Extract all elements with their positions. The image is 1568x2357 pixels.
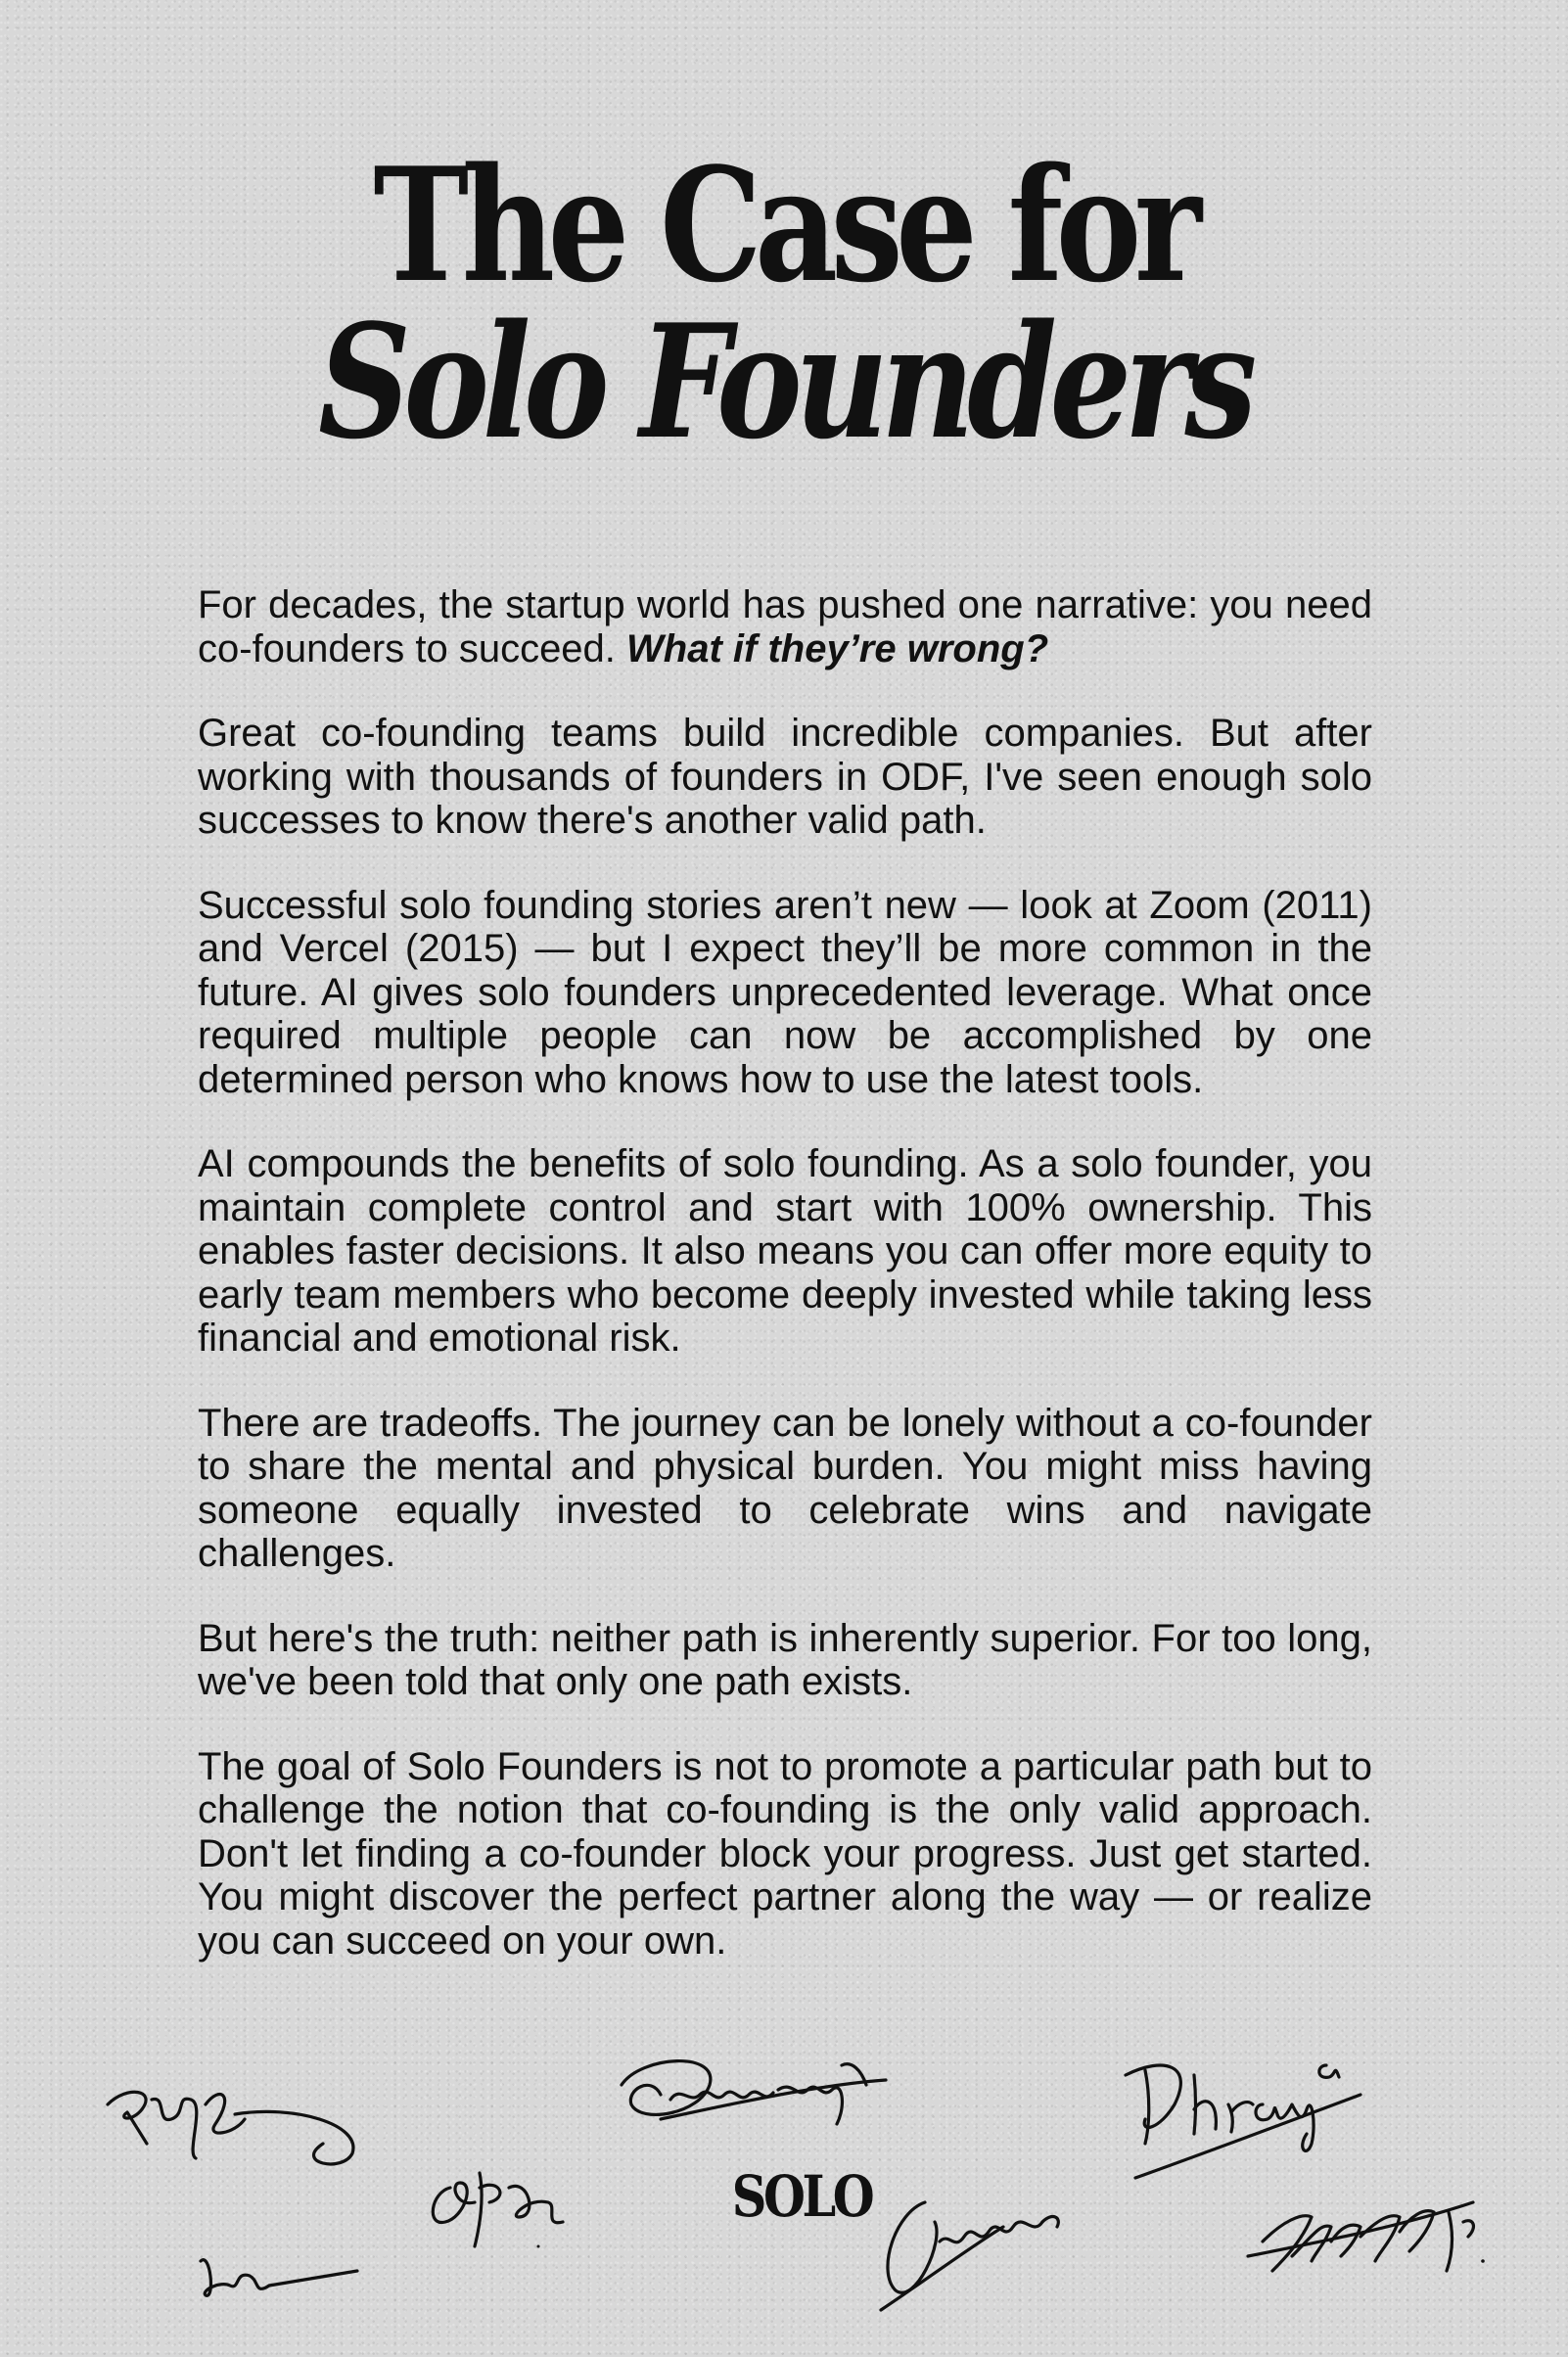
title-line-2: Solo Founders <box>318 290 1250 474</box>
paragraph-3: Successful solo founding stories aren’t new — look at Zoom (2011) and Vercel (2015) — but I expect they’ll be more common in the future. AI gives solo founders unprecedented leverage. What once required multiple people can now be accomplished by one determined person who knows how to use the latest tools. <box>198 883 1372 1101</box>
manifesto-body <box>198 583 1372 2004</box>
page-title <box>0 133 1568 474</box>
signature-4-icon <box>602 2046 896 2153</box>
solo-logo: SOLO <box>731 2163 872 2230</box>
paragraph-1-text: For decades, the startup world has pushed one narrative: you need co-founders to succeed. <box>198 583 1372 670</box>
signature-3-icon <box>421 2158 597 2256</box>
signature-1-icon <box>98 2065 372 2173</box>
paragraph-1 <box>198 583 1372 670</box>
paragraph-6: But here's the truth: neither path is inherently superior. For too long, we've been told that only one path exists. <box>198 1616 1372 1703</box>
title-line-1: The Case for <box>373 133 1195 317</box>
paragraph-2: Great co-founding teams build incredible companies. But after working with thousands of founders in ODF, I've seen enough solo successes to know there's another valid path. <box>198 712 1372 842</box>
paragraph-1-emphasis: What if they’re wrong? <box>626 626 1049 670</box>
paragraph-5: There are tradeoffs. The journey can be lonely without a co-founder to share the mental and physical burden. You might miss having someone equally invested to celebrate wins and navigate challenges. <box>198 1401 1372 1575</box>
signatures-area <box>0 2036 1568 2357</box>
signature-2-icon <box>191 2241 367 2310</box>
paragraph-7: The goal of Solo Founders is not to promote a particular path but to challenge the notion that co-founding is the only valid approach. Don't let finding a co-founder block your progress. Just get started. You might discover the perfect partner along the way — or realize you can succeed on your own. <box>198 1744 1372 1963</box>
signature-6-icon <box>1106 2036 1380 2183</box>
signature-5-icon <box>866 2183 1091 2320</box>
signature-8-icon <box>1429 2202 1507 2281</box>
paragraph-4: AI compounds the benefits of solo founding. As a solo founder, you maintain complete control and start with 100% ownership. This enables faster decisions. It also means you can offer more equity to early team members who become deeply invested while taking less financial and emotional risk. <box>198 1142 1372 1360</box>
